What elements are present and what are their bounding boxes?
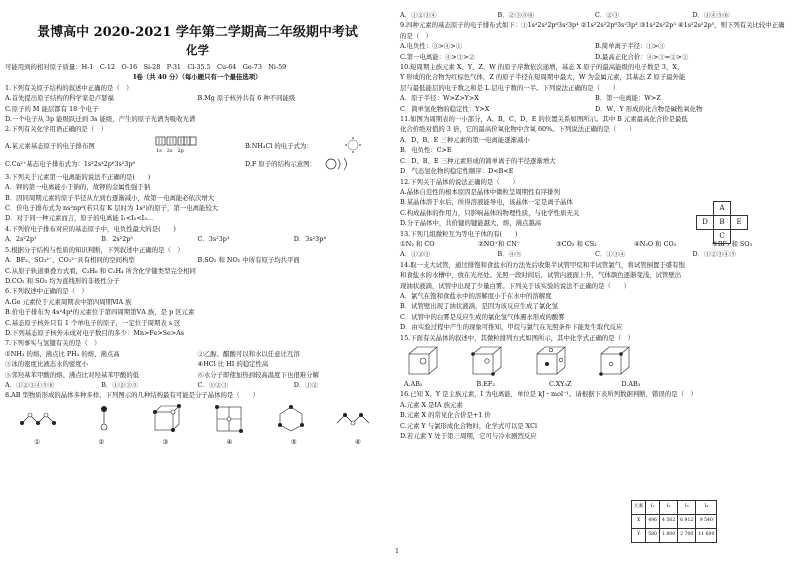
electron-dot-formula-icon [337, 135, 369, 155]
question-6: 6.下列叙述中正确的是（ ） [5, 287, 88, 296]
option: A.Ge 元素位于元素周期表中第四周期ⅥA 族 [5, 297, 132, 306]
option: B.某晶体溶于水后，所得溶液能导电，该晶体一定是离子晶体 [400, 198, 573, 207]
option: B．④⑤ [497, 250, 522, 259]
option: C．简单氢化物的稳定性：Y>X [400, 104, 490, 113]
question-1: 1.下列有关原子结构的叙述中正确的是（ ） [5, 83, 133, 92]
option: C．②③ [595, 11, 620, 19]
option: A.电负性：③>④>① [400, 42, 463, 51]
option: C.基态原子核外只有 1 个单电子的原子，一定位于周期表 s 区 [5, 318, 181, 327]
table-row [632, 529, 717, 543]
option: C.Ca²⁺基态电子排布式为：1s²2s²2p⁶3s²3p⁶ [5, 159, 136, 168]
structure-label: ⑤ [290, 437, 297, 446]
question-14: 14.取一支大试管，通过排饱和食盐水的方法先后收集半试管甲烷和半试管氯气，将试管倒置于盛有饱 [400, 260, 685, 269]
question-13-options [400, 249, 790, 259]
particle-pair: ①N₂ 和 CO [400, 239, 435, 248]
question-7-statements-56 [5, 370, 390, 380]
layer-structure-icon [335, 409, 375, 429]
option: B.NH₄Cl 的电子式为： [245, 141, 313, 150]
statement: ①NH₃ 的熔、沸点比 PH₃ 的熔、沸点高 [5, 349, 120, 358]
chain-structure-icon [20, 409, 60, 429]
table-cell: X [632, 515, 646, 529]
table-cell: 6 912 [678, 515, 696, 529]
table-row [632, 515, 717, 529]
option: D.下列基态原子核外未成对电子数目的多少：Mn>Fe>Se>As [5, 328, 184, 337]
question-7-statements-34 [5, 359, 390, 369]
question-10-text: 层与最低能层的电子数之和是 L 层电子数的一半。下列说法正确的是（ ） [400, 83, 620, 92]
option: A．①②③④⑤⑥ [5, 380, 55, 389]
option: A．原子半径：W>Z>Y>X [400, 94, 479, 103]
table-header-cell: I₄ [696, 501, 717, 515]
question-7-options [5, 380, 390, 390]
table-cell: 2 700 [678, 529, 696, 543]
question-15-cell-labels [400, 379, 694, 389]
question-8-structure-labels [5, 437, 390, 449]
option: D．①② [293, 380, 319, 389]
grid-cell: B [714, 216, 731, 230]
question-15: 15.下面有关晶体的叙述中，其微粒排列方式如图所示，其中化学式正确的是（ ） [400, 333, 634, 342]
network-structure-icon [212, 402, 246, 436]
table-cell: 9 540 [696, 515, 717, 529]
subject-title: 化学 [186, 43, 209, 57]
option: C.从原子轨道重叠方式看，C₂H₆ 和 C₂H₄ 所含化学键类型完全相同 [5, 266, 196, 275]
question-7: 7.下列事实与氢键有关的是（ ） [5, 339, 101, 348]
ionization-energy-table [631, 500, 717, 543]
question-7-statements-12 [5, 349, 390, 359]
grid-cell: A [714, 202, 731, 216]
table-header-cell: I₂ [659, 501, 677, 515]
option: B.元素 X 的常见化合价是+1 价 [400, 411, 491, 420]
question-2-options-ab [5, 135, 390, 156]
option: A.晶体自范性的根本原因是晶体中微粒呈周期性有序排列 [400, 187, 561, 196]
option: C.第一电离能：④>③>② [400, 52, 475, 61]
table-cell: 1 800 [659, 529, 677, 543]
option: C．①②③ [197, 380, 228, 389]
diatomic-molecule-icon [89, 403, 119, 435]
option: C．试管中的白雾是反应生成的氯化氢气体遇水形成的酸雾 [400, 312, 565, 321]
question-3: 3.下列关于元素第一电离能的说法不正确的是( ) [5, 172, 151, 181]
option: B．电负性：C>E [400, 146, 452, 155]
question-10-text: Y 形成的化合物为红棕色气体，Z 的原子半径在短周期中最大，W 为金属元素，其基态 Z 原子最外能 [400, 73, 686, 82]
option: B．①②③⑤ [101, 380, 138, 389]
option: A．D、B、E 三种元素的第一电离能逐渐减小 [400, 135, 530, 144]
option: D.若元素 Y 处于第三周期，它可与冷水剧烈反应 [400, 432, 537, 441]
option: C.元素 Y 与氯形成化合物时，化学式可以是 XCl [400, 421, 538, 430]
option: B．试管壁出现了油状液滴，是因为该反应生成了氯化氢 [400, 302, 559, 311]
option: C.原子的 M 能层都有 18 个电子 [5, 104, 99, 113]
question-8-options [400, 10, 790, 20]
particle-pair: ③CO₂ 和 CS₂ [556, 239, 597, 248]
cell-label: A.AB₂ [404, 380, 423, 388]
option: C．①③④ [595, 250, 626, 259]
option: A．2s²2p¹ [5, 235, 37, 244]
question-4-options [5, 234, 390, 244]
question-2: 2.下列有关化学用语正确的是（ ） [5, 125, 107, 134]
atomic-structure-icon [323, 156, 357, 172]
table-header-cell: I₁ [646, 501, 660, 515]
statement: ④HCl 比 HI 的稳定性高 [197, 360, 269, 369]
question-4: 4.下列价电子排布对应的基态原子中，电负性最大的是( ) [5, 224, 176, 233]
option: D．对于同一种元素而言，原子的电离能 I₁<I₂<I₃… [5, 214, 154, 223]
option: D.F 原子的结构示意图： [245, 159, 316, 168]
option: C.构成晶体的作用力，只影响晶体的物理性质，与化学性质无关 [400, 208, 580, 217]
particle-pair: ④N₂O 和 CO₂ [634, 239, 677, 248]
left-column [5, 10, 390, 449]
table-cell: Y [632, 529, 646, 543]
structure-label: ③ [162, 437, 169, 446]
unit-cell-icon [598, 344, 632, 378]
question-10-options-ab [400, 93, 790, 103]
question-13: 13.下列几组微粒互为等电子体的有( ) [400, 229, 518, 238]
option: C．D、B、E 三种元素形成的简单离子的半径逐渐增大 [400, 156, 556, 165]
page-number: 1 [395, 548, 399, 555]
section-heading: Ⅰ卷（共 40 分）（每小题只有一个最佳选项） [133, 73, 262, 82]
exam-title: 景博高中 2020-2021 学年第二学期高二年级期中考试 [37, 25, 358, 40]
table-cell: 4 562 [659, 515, 677, 529]
option: B.价电子排布为 4s²4p⁴的元素位于第四周期第ⅤA 族，是 p 区元素 [5, 308, 195, 317]
question-5: 5.根据分子结构与性质的知识判断，下列叙述中正确的是（ ） [5, 245, 184, 254]
option: A.首先提出原子结构的科学家是卢瑟福 [5, 94, 114, 103]
grid-cell: E [731, 216, 748, 230]
option: D．气态氢化物的稳定性顺序：D<B<E [400, 167, 514, 176]
option: D.一个电子从 3p 能级跃迁到 3s 能级，产生的原子光谱为吸收光谱 [5, 115, 196, 124]
statement: ⑤邻羟基苯甲酸的熔、沸点比对羟基苯甲酸的低 [5, 370, 140, 379]
question-14-text: 和食盐水的水槽中，放在光亮处。光照一段时间后，试管内液面上升，气体颜色逐渐变浅，试管壁出 [400, 271, 682, 280]
option: A．钾的第一电离能小于钠的，故钾的金属性强于钠 [5, 183, 151, 192]
option: C．价电子排布式为 ns²np⁶(若只有 K 层时为 1s²)的原子，第一电离能较大 [5, 204, 219, 213]
grid-cell: D [697, 216, 714, 230]
question-10-options-cd [400, 104, 790, 114]
statement: ⑥水分子即使加热到较高温度下也很难分解 [197, 370, 319, 379]
structure-label: ② [98, 437, 105, 446]
question-8: 8.AB 型物质形成的晶体多种多样，下列图示的几种结构最有可能是分子晶体的是（ ） [5, 391, 259, 400]
option: A．①②③ [400, 250, 431, 259]
option: D．①④⑤⑥ [692, 11, 730, 19]
structure-label: ④ [226, 437, 233, 446]
option: B．第一电离能：W>Z [595, 94, 661, 103]
option: A．BF₃、SO₃²⁻、CO₃²⁻具有相同的空间构型 [5, 256, 135, 265]
option: D．由实验过程中产生的现象可推知，甲烷与氯气在光照条件下能发生取代反应 [400, 323, 623, 332]
structure-label: ① [34, 437, 40, 446]
question-9-options-ab [400, 41, 790, 51]
question-12: 12.下列关于晶体的说法正确的是（ ） [400, 177, 519, 186]
option: D．W、Y 形成的化合物是碱性氧化物 [595, 104, 703, 113]
option: B．2s²2p³ [101, 235, 133, 244]
table-cell: 496 [646, 515, 660, 529]
question-8-structures [5, 401, 390, 437]
option: C．3s²3p³ [197, 235, 230, 244]
atomic-masses: 可能用到的相对原子质量：H-1 C-12 O-16 Si-28 P-31 Cl-35.5 Cu-64 Ge-73 Ni-59 [5, 63, 287, 71]
option: A.元素 X 是ⅠA 族元素 [400, 400, 463, 409]
table-header-cell: 元素 [632, 501, 646, 515]
table-cell: 580 [646, 529, 660, 543]
option: A.某元素基态原子的电子排布图 [5, 141, 95, 150]
option: D.分子晶体中，共价键的键能越大，熔、沸点越高 [400, 219, 542, 228]
table-header-cell: I₃ [678, 501, 696, 515]
right-column [400, 10, 790, 538]
grid-cell: C [714, 230, 731, 244]
option: A．氯气在饱和食盐水中的溶解度小于在水中的溶解度 [400, 291, 552, 300]
structure-label: ⑥ [354, 437, 361, 446]
periodic-table-fragment [696, 201, 748, 244]
question-9: 9.四种元素的基态原子的电子排布式如下：①1s²2s²2p⁶3s²3p⁴ ②1s²2s²2p⁶3s²3p³ ③1s²2s²2p³ ④1s²2s²2p⁵，则下列有关比较中正确的是（ ） [400, 21, 785, 40]
unit-cell-icon [406, 344, 440, 378]
option: A．①②③④ [400, 11, 437, 19]
question-15-cells [400, 343, 790, 379]
table-header-row [632, 501, 717, 515]
option: B．因同周期元素的原子半径从左到右逐渐减小，故第一电离能必依次增大 [5, 193, 215, 202]
option: B.Mg 原子核外共有 6 种不同能级 [197, 94, 296, 103]
cell-label: C.XY₃Z [549, 380, 572, 388]
option: B.简单离子半径：①>③ [595, 42, 665, 51]
question-1-options-ab [5, 93, 390, 103]
option: D．①②③④⑤ [692, 250, 736, 259]
option: B.SO₂ 和 NO₂ 中所有原子均共平面 [197, 256, 300, 265]
question-10: 10.短周期主族元素 X、Y、Z、W 的原子序数依次递增，基态 X 原子的最高能级的电子数是 3，X、 [400, 63, 684, 72]
ring-structure-icon [276, 404, 306, 434]
option: B．②③⑤⑥ [497, 11, 535, 19]
table-cell: 11 600 [696, 529, 717, 543]
question-2-options-cd [5, 156, 390, 172]
question-14-text: 现油状液滴，试管中出现了少量白雾。下列关于该实验的说法不正确的是（ ） [400, 281, 631, 290]
statement: ③冰的密度比液态水的密度小 [5, 360, 89, 369]
question-9-options-cd [400, 52, 790, 62]
question-5-options-ab [5, 255, 390, 265]
unit-cell-icon [534, 344, 568, 378]
statement: ②乙醇、醋酸可以和水以任意比互溶 [197, 349, 300, 358]
question-16: 16.已知 X、Y 是主族元素，I 为电离能，单位是 kJ・mol⁻¹。请根据下表所列数据判断，错误的是（ ） [400, 390, 697, 399]
unit-cell-icon [470, 344, 504, 378]
question-11: 11.如图为周期表的一小部分，A、B、C、D、E 的位置关系如图所示。其中 B 元素最高化合价是最低 [400, 115, 688, 124]
cell-label: B.EF₂ [476, 380, 495, 388]
orbital-labels: 1s 2s 2p [156, 147, 184, 154]
option: D．3s²3p⁴ [293, 235, 326, 244]
question-11-text: 化合价绝对值的 3 倍，它的最高价氧化物中含氧 60%。下列说法正确的是（ ） [400, 125, 636, 134]
cubic-cluster-icon [149, 402, 183, 436]
option: D.最高正化合价：④>③=②>① [595, 52, 689, 61]
particle-pair: ②NO⁺和 CN⁻ [478, 239, 521, 248]
option: D.CO₂ 和 SO₂ 均为直线形的非极性分子 [5, 276, 120, 285]
cell-label: D.AB₃ [621, 380, 641, 388]
particle-pair: ⑤BF₃ 和 SO₃ [712, 239, 753, 248]
